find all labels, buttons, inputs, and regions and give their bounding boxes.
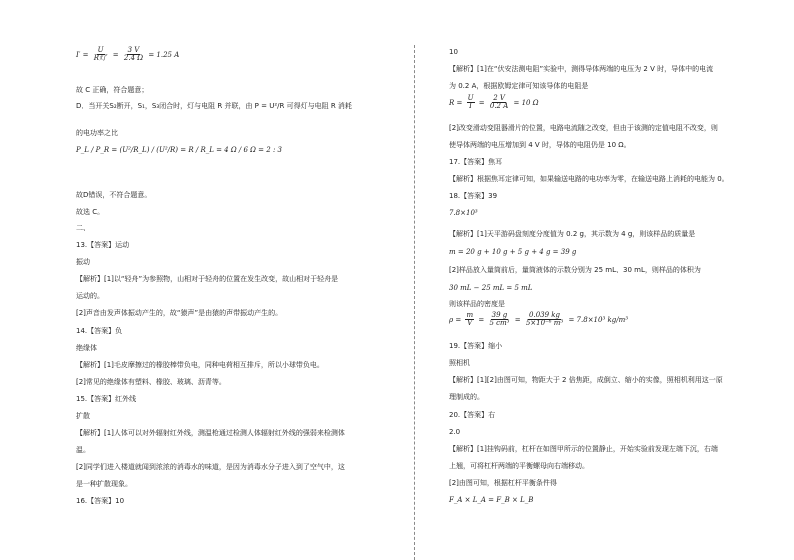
answer-line: 照相机 xyxy=(449,359,470,367)
eq-numerator: U xyxy=(467,94,474,102)
explanation-line: [2]声音由发声体振动产生的，故“猿声”是由猿的声带振动产生的。 xyxy=(76,309,283,317)
explanation-line: 【解析】[1]人体可以对外辐射红外线，测温枪通过检测人体辐射红外线的强弱来检测体 xyxy=(76,429,345,437)
eq-numerator: 2 V xyxy=(493,94,505,102)
explanation-line: [2]同学们进入楼道就闻到浓浓的消毒水的味道，是因为消毒水分子进入到了空气中，这 xyxy=(76,463,345,471)
explanation-line: 【解析】[1]在“伏安法测电阻”实验中，测得导体两端的电压为 2 V 时，导体中的电流 xyxy=(449,65,714,73)
explanation-line: 【解析】[1][2]由图可知，物距大于 2 倍焦距，成倒立、缩小的实像，照相机利用这一原 xyxy=(449,376,723,384)
answer-line: 14.【答案】负 xyxy=(76,327,123,335)
explanation-line: 【解析】[1]挂钩码前，杠杆在如图甲所示的位置静止，开始实验前发现左端下沉，右端 xyxy=(449,445,718,453)
eq-lhs: I′ = xyxy=(76,50,89,59)
eq-denominator: R灯′ xyxy=(93,54,108,63)
explanation-line: [2]常见的绝缘体有塑料、橡胶、玻璃、沥青等。 xyxy=(76,378,226,386)
equation-current xyxy=(76,47,179,63)
eq-sign: = xyxy=(112,50,119,59)
eq-numerator: 3 V xyxy=(127,46,140,54)
equation-volume: 30 mL − 25 mL = 5 mL xyxy=(449,284,533,292)
answer-line: 18.【答案】39 xyxy=(449,192,498,200)
eq-denominator: I xyxy=(469,102,472,111)
answer-line: 绝缘体 xyxy=(76,344,97,352)
eq-denominator: 2.4 Ω xyxy=(123,54,144,63)
section-heading: 二、 xyxy=(76,224,90,232)
explanation-line: [2]改变滑动变阻器滑片的位置，电路电流随之改变，但由于该测的定值电阻不改变，则 xyxy=(449,124,718,132)
text-line: D．当开关S₂断开，S₁，S₃闭合时，灯与电阻 R 并联，由 P = U²/R 可得灯与电阻 R 消耗 xyxy=(76,102,352,110)
text-line: 故D错误，不符合题意。 xyxy=(76,191,152,199)
eq-sign: = xyxy=(478,98,485,107)
explanation-line: 温。 xyxy=(76,446,90,454)
eq-denominator: 0.2 A xyxy=(489,102,509,111)
equation-lever: F_A × L_A = F_B × L_B xyxy=(449,496,534,504)
explanation-line: 则该样品的密度是 xyxy=(449,300,505,308)
eq-sign: = xyxy=(478,315,485,324)
answer-line: 20.【答案】右 xyxy=(449,411,496,419)
explanation-line: [2]由图可知，根据杠杆平衡条件得 xyxy=(449,479,557,487)
eq-sign: = xyxy=(514,315,521,324)
answer-line: 19.【答案】缩小 xyxy=(449,342,503,350)
explanation-line: 使导体两端的电压增加到 4 V 时，导体的电阻仍是 10 Ω。 xyxy=(449,141,631,149)
answer-line: 扩散 xyxy=(76,412,90,420)
column-divider xyxy=(414,45,415,560)
answer-line: 10 xyxy=(449,48,458,56)
equation-mass: m = 20 g + 10 g + 5 g + 4 g = 39 g xyxy=(449,248,577,256)
text-line: 故 C 正确，符合题意； xyxy=(76,86,149,94)
eq-denominator: V xyxy=(467,319,473,328)
explanation-line: 是一种扩散现象。 xyxy=(76,480,132,488)
explanation-line: 上翘，可将杠杆两端的平衡螺母向右端移动。 xyxy=(449,462,589,470)
explanation-line: 【解析】[1]毛皮摩擦过的橡胶棒带负电，同种电荷相互排斥，所以小球带负电。 xyxy=(76,361,324,369)
explanation-line: 运动的。 xyxy=(76,292,104,300)
eq-numerator: m xyxy=(466,311,474,319)
eq-middle: (U²/R_L) / (U²/R) xyxy=(119,146,179,154)
eq-numerator: 0.039 kg xyxy=(529,311,561,319)
left-column xyxy=(76,0,406,560)
answer-line: 15.【答案】红外线 xyxy=(76,395,137,403)
answer-line: 17.【答案】焦耳 xyxy=(449,158,503,166)
equation-density xyxy=(449,312,628,328)
eq-numerator: 39 g xyxy=(491,311,508,319)
answer-line: 7.8×10³ xyxy=(449,209,478,217)
answer-line: 13.【答案】运动 xyxy=(76,241,130,249)
explanation-line: 【解析】[1]天平游码盘刻度分度值为 0.2 g，其示数为 4 g，则该样品的质量是 xyxy=(449,230,696,238)
explanation-line: 为 0.2 A，根据欧姆定律可知该导体的电阻是 xyxy=(449,82,589,90)
eq-result: = 7.8×10³ kg/m³ xyxy=(568,315,629,324)
equation-resistance xyxy=(449,95,539,111)
equation-power-ratio: P_L / P_R = (U²/R_L) / (U²/R) = R / R_L = 4 Ω / 6 Ω = 2 : 3 xyxy=(76,146,282,154)
eq-result: = 1.25 A xyxy=(148,50,180,59)
eq-lhs: ρ = xyxy=(449,315,462,324)
text-line: 故选 C。 xyxy=(76,208,105,216)
answer-line: 2.0 xyxy=(449,428,461,436)
eq-denominator: 5 cm³ xyxy=(489,319,510,328)
explanation-line: 理制成的。 xyxy=(449,393,484,401)
right-column xyxy=(449,0,779,560)
eq-lhs: P_L / P_R xyxy=(76,146,110,154)
explanation-line: 【解析】[1]以“轻舟”为参照物，山相对于轻舟的位置在发生改变，故山相对于轻舟是 xyxy=(76,275,339,283)
eq-result: = 10 Ω xyxy=(513,98,539,107)
eq-denominator: 5×10⁻⁶ m³ xyxy=(525,319,564,328)
text-line: 的电功率之比 xyxy=(76,129,118,137)
eq-lhs: R = xyxy=(449,98,463,107)
eq-numerator: U xyxy=(97,46,104,54)
answer-line: 振动 xyxy=(76,258,90,266)
answer-line: 16.【答案】10 xyxy=(76,497,125,505)
explanation-line: 【解析】根据焦耳定律可知，如果输送电路的电功率为零，在输送电路上消耗的电能为 0。 xyxy=(449,175,729,183)
eq-result: = R / R_L = 4 Ω / 6 Ω = 2 : 3 xyxy=(180,146,282,154)
explanation-line: [2]样品放入量筒前后，量筒液体的示数分别为 25 mL、30 mL，则样品的体积为 xyxy=(449,266,701,274)
